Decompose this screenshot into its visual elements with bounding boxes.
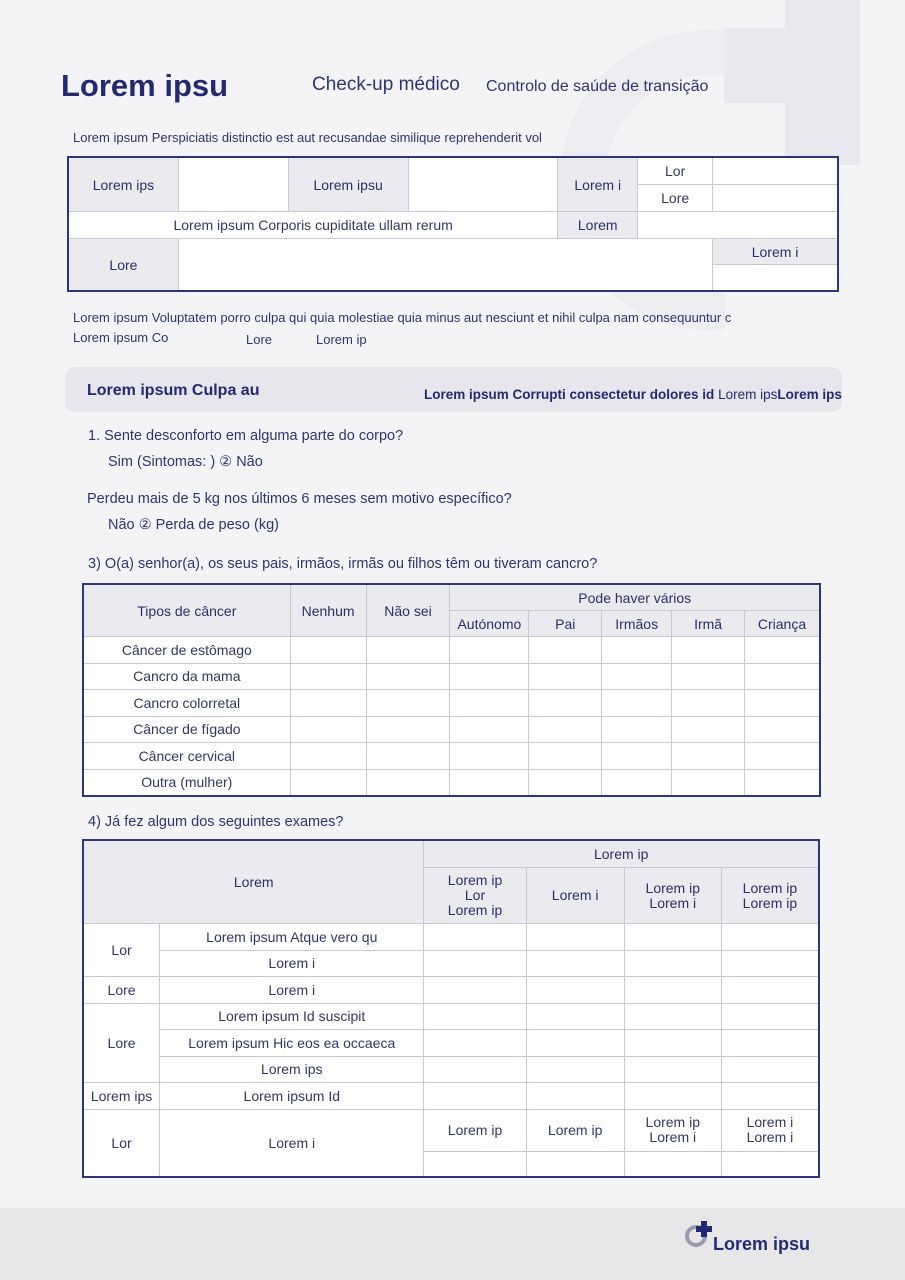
check-cell[interactable] — [624, 924, 721, 951]
check-cell[interactable] — [624, 1003, 721, 1030]
check-cell[interactable] — [672, 743, 745, 770]
brand-logo-icon — [684, 1219, 714, 1249]
info-label-4: Lorem ipsum Corporis cupiditate ullam rerum — [69, 212, 558, 239]
check-cell[interactable] — [450, 716, 529, 743]
page-title: Lorem ipsu — [61, 68, 229, 103]
table-row — [84, 950, 819, 977]
note-line-2a: Lorem ipsum Co — [73, 330, 169, 345]
check-cell[interactable] — [290, 690, 366, 717]
page-subtitle-secondary: Controlo de saúde de transição — [486, 78, 709, 95]
check-cell[interactable] — [526, 1003, 624, 1030]
col-header-type: Tipos de câncer — [84, 585, 291, 637]
exam-item: Lorem i — [160, 977, 424, 1004]
page-subtitle: Check-up médico — [312, 74, 460, 95]
section-right-bold-2: Lorem ips — [777, 387, 842, 402]
check-cell[interactable] — [745, 716, 820, 743]
check-cell[interactable] — [721, 1030, 818, 1057]
check-cell[interactable] — [672, 690, 745, 717]
check-cell[interactable] — [721, 924, 818, 951]
check-cell[interactable] — [366, 663, 450, 690]
check-cell[interactable] — [602, 637, 672, 664]
check-cell[interactable] — [745, 743, 820, 770]
col-header-father: Pai — [529, 611, 602, 637]
exam-group: Lor — [84, 924, 160, 977]
table-row — [84, 924, 819, 951]
check-cell[interactable] — [624, 977, 721, 1004]
col-header-multiple: Pode haver vários — [450, 585, 820, 611]
info-label-6: Lore — [69, 239, 179, 291]
check-cell[interactable] — [745, 663, 820, 690]
check-cell[interactable] — [721, 1083, 818, 1110]
cancer-type: Outra (mulher) — [84, 769, 291, 796]
check-cell[interactable] — [721, 1151, 818, 1176]
exam-history-table — [83, 840, 819, 1177]
check-cell[interactable] — [366, 716, 450, 743]
exam-group: Lore — [84, 977, 160, 1004]
check-cell[interactable] — [602, 716, 672, 743]
info-subfield-1[interactable] — [713, 158, 838, 185]
info-label-1: Lorem ips — [69, 158, 179, 212]
cancer-type: Cancro colorretal — [84, 690, 291, 717]
col-header-sister: Irmã — [672, 611, 745, 637]
check-cell[interactable] — [526, 977, 624, 1004]
exam-item: Lorem ipsum Id suscipit — [160, 1003, 424, 1030]
check-cell[interactable] — [526, 950, 624, 977]
info-field-2[interactable] — [408, 158, 558, 212]
table-row — [84, 1083, 819, 1110]
check-cell[interactable] — [624, 950, 721, 977]
check-cell[interactable] — [602, 769, 672, 796]
cancer-history-table — [83, 584, 820, 796]
cancer-type: Cancro da mama — [84, 663, 291, 690]
question-1: 1. Sente desconforto em alguma parte do corpo? — [88, 428, 404, 444]
exam-item: Lorem ips — [160, 1056, 424, 1083]
check-cell[interactable] — [424, 1083, 526, 1110]
table-row — [84, 663, 820, 690]
note-line-2b: Lore — [246, 332, 273, 347]
table-row — [84, 1003, 819, 1030]
check-cell[interactable] — [624, 1151, 721, 1176]
exam-header-left: Lorem — [84, 841, 424, 924]
check-cell[interactable] — [745, 769, 820, 796]
section-right-bold: Lorem ipsum Corrupti consectetur dolores id — [424, 387, 715, 402]
check-cell[interactable] — [721, 950, 818, 977]
check-cell[interactable] — [526, 1151, 624, 1176]
check-cell[interactable] — [624, 1083, 721, 1110]
check-cell[interactable] — [366, 637, 450, 664]
question-1-options[interactable]: Sim (Sintomas: ) ② Não — [108, 454, 263, 470]
table-row — [84, 690, 820, 717]
section-title: Lorem ipsum Culpa au — [87, 382, 260, 399]
check-cell[interactable] — [721, 1056, 818, 1083]
check-cell[interactable] — [450, 769, 529, 796]
check-cell[interactable] — [529, 663, 602, 690]
info-subfield-2[interactable] — [713, 185, 838, 212]
check-cell[interactable] — [450, 663, 529, 690]
exam-item: Lorem i — [160, 1109, 424, 1176]
table-row — [84, 977, 819, 1004]
check-cell[interactable] — [624, 1056, 721, 1083]
check-cell[interactable] — [526, 1056, 624, 1083]
check-cell[interactable] — [672, 716, 745, 743]
exam-item: Lorem ipsum Hic eos ea occaeca — [160, 1030, 424, 1057]
table-row — [84, 637, 820, 664]
exam-col-2: Lorem i — [526, 868, 624, 924]
check-cell[interactable] — [366, 769, 450, 796]
check-cell[interactable] — [529, 769, 602, 796]
check-cell[interactable] — [602, 690, 672, 717]
col-header-none: Nenhum — [290, 585, 366, 637]
info-field-7[interactable] — [713, 265, 838, 291]
exam-header-top: Lorem ip — [424, 841, 819, 868]
exam-col-3: Lorem ip Lorem i — [624, 868, 721, 924]
check-cell[interactable] — [526, 1030, 624, 1057]
section-right — [424, 387, 842, 402]
col-header-child: Criança — [745, 611, 820, 637]
check-cell[interactable] — [424, 1151, 526, 1176]
check-cell[interactable] — [424, 977, 526, 1004]
check-cell[interactable] — [745, 637, 820, 664]
table-row — [84, 743, 820, 770]
info-label-5: Lorem — [558, 212, 638, 239]
exam-item: Lorem ipsum Atque vero qu — [160, 924, 424, 951]
check-cell[interactable] — [624, 1030, 721, 1057]
exam-group: Lor — [84, 1109, 160, 1176]
check-cell[interactable] — [290, 663, 366, 690]
check-cell[interactable] — [424, 1003, 526, 1030]
cancer-type: Câncer de estômago — [84, 637, 291, 664]
question-2: Perdeu mais de 5 kg nos últimos 6 meses sem motivo específico? — [87, 491, 512, 507]
check-cell[interactable] — [424, 950, 526, 977]
check-cell[interactable] — [450, 743, 529, 770]
question-4: 4) Já fez algum dos seguintes exames? — [88, 814, 344, 830]
col-header-brothers: Irmãos — [602, 611, 672, 637]
check-cell[interactable] — [672, 663, 745, 690]
check-cell[interactable] — [290, 716, 366, 743]
table-row — [84, 716, 820, 743]
exam-group: Lorem ips — [84, 1083, 160, 1110]
check-cell[interactable] — [424, 1030, 526, 1057]
table-row — [84, 1109, 819, 1151]
check-cell[interactable] — [526, 924, 624, 951]
background-cross-horizontal — [724, 28, 860, 103]
check-cell[interactable] — [424, 1056, 526, 1083]
exam-option: Lorem i Lorem i — [721, 1109, 818, 1151]
check-cell[interactable] — [721, 1003, 818, 1030]
check-cell[interactable] — [602, 663, 672, 690]
check-cell[interactable] — [366, 690, 450, 717]
table-row — [84, 1056, 819, 1083]
exam-col-1: Lorem ip Lor Lorem ip — [424, 868, 526, 924]
check-cell[interactable] — [450, 637, 529, 664]
exam-option: Lorem ip — [424, 1109, 526, 1151]
intro-text: Lorem ipsum Perspiciatis distinctio est aut recusandae similique reprehenderit vol — [73, 130, 542, 145]
exam-item: Lorem i — [160, 950, 424, 977]
check-cell[interactable] — [672, 637, 745, 664]
info-label-3: Lorem i — [558, 158, 638, 212]
check-cell[interactable] — [529, 637, 602, 664]
check-cell[interactable] — [450, 690, 529, 717]
question-2-options[interactable]: Não ② Perda de peso (kg) — [108, 517, 279, 533]
check-cell[interactable] — [672, 769, 745, 796]
col-header-unknown: Não sei — [366, 585, 450, 637]
footer-brand: Lorem ipsu — [713, 1234, 811, 1254]
col-header-self: Autónomo — [450, 611, 529, 637]
exam-col-4: Lorem ip Lorem ip — [721, 868, 818, 924]
check-cell[interactable] — [529, 690, 602, 717]
check-cell[interactable] — [529, 743, 602, 770]
info-field-6[interactable] — [178, 239, 712, 291]
patient-info-table — [68, 157, 838, 291]
cancer-type: Câncer cervical — [84, 743, 291, 770]
info-label-7: Lorem i — [713, 239, 838, 265]
check-cell[interactable] — [721, 977, 818, 1004]
check-cell[interactable] — [366, 743, 450, 770]
note-line-2c: Lorem ip — [316, 332, 367, 347]
check-cell[interactable] — [745, 690, 820, 717]
check-cell[interactable] — [526, 1083, 624, 1110]
check-cell[interactable] — [290, 743, 366, 770]
info-label-2: Lorem ipsu — [288, 158, 408, 212]
info-field-5[interactable] — [638, 212, 838, 239]
exam-item: Lorem ipsum Id — [160, 1083, 424, 1110]
check-cell[interactable] — [529, 716, 602, 743]
check-cell[interactable] — [290, 637, 366, 664]
question-3: 3) O(a) senhor(a), os seus pais, irmãos, irmãs ou filhos têm ou tiveram cancro? — [88, 556, 598, 572]
note-line-1: Lorem ipsum Voluptatem porro culpa qui quia molestiae quia minus aut nesciunt et nihil culpa nam consequuntur c — [73, 310, 732, 325]
check-cell[interactable] — [602, 743, 672, 770]
exam-option: Lorem ip Lorem i — [624, 1109, 721, 1151]
section-right-normal: Lorem ips — [718, 387, 778, 402]
exam-option: Lorem ip — [526, 1109, 624, 1151]
exam-group: Lore — [84, 1003, 160, 1083]
info-sublabel-2: Lore — [638, 185, 713, 212]
table-row — [84, 1030, 819, 1057]
check-cell[interactable] — [290, 769, 366, 796]
info-field-1[interactable] — [178, 158, 288, 212]
info-sublabel-1: Lor — [638, 158, 713, 185]
table-row — [84, 769, 820, 796]
check-cell[interactable] — [424, 924, 526, 951]
cancer-type: Câncer de fígado — [84, 716, 291, 743]
